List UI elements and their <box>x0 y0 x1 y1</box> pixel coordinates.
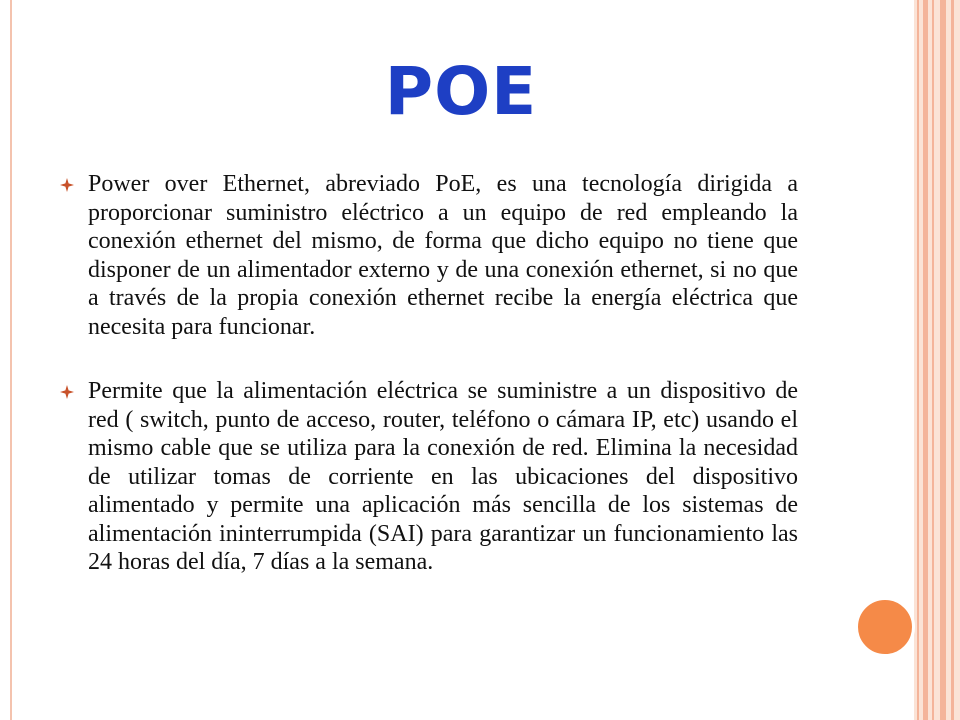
slide-title: POE <box>384 53 538 130</box>
bullet-item <box>60 170 798 341</box>
stripe <box>932 0 934 720</box>
left-border-rule <box>10 0 12 720</box>
bullet-text: Permite que la alimentación eléctrica se suministre a un dispositivo de red ( switch, punto de acceso, router, teléfono o cámara IP, etc) usando el mismo cable que se utiliza para la conexión de red. Elimina la necesidad de utilizar tomas de corriente en las ubicaciones del dispositivo alimentado y permite una aplicación más sencilla de los sistemas de alimentación ininterrumpida (SAI) para garantizar un funcionamiento las 24 horas del día, 7 días a la semana. <box>88 378 798 575</box>
bullet-list <box>60 170 798 577</box>
bullet-item <box>60 377 798 577</box>
diamond-bullet-icon <box>60 385 74 399</box>
orange-circle-decoration <box>855 597 915 657</box>
decorative-stripes <box>914 0 960 720</box>
stripe <box>917 0 919 720</box>
stripe <box>951 0 954 720</box>
diamond-bullet-icon <box>60 178 74 192</box>
stripe <box>940 0 946 720</box>
bullet-text: Power over Ethernet, abreviado PoE, es una tecnología dirigida a proporcionar suministro eléctrico a un equipo de red empleando la conexión ethernet del mismo, de forma que dicho equipo no tiene que disponer de un alimentador externo y de una conexión ethernet, si no que a través de la propia conexión ethernet recibe la energía eléctrica que necesita para funcionar. <box>88 171 798 340</box>
stripe <box>923 0 928 720</box>
